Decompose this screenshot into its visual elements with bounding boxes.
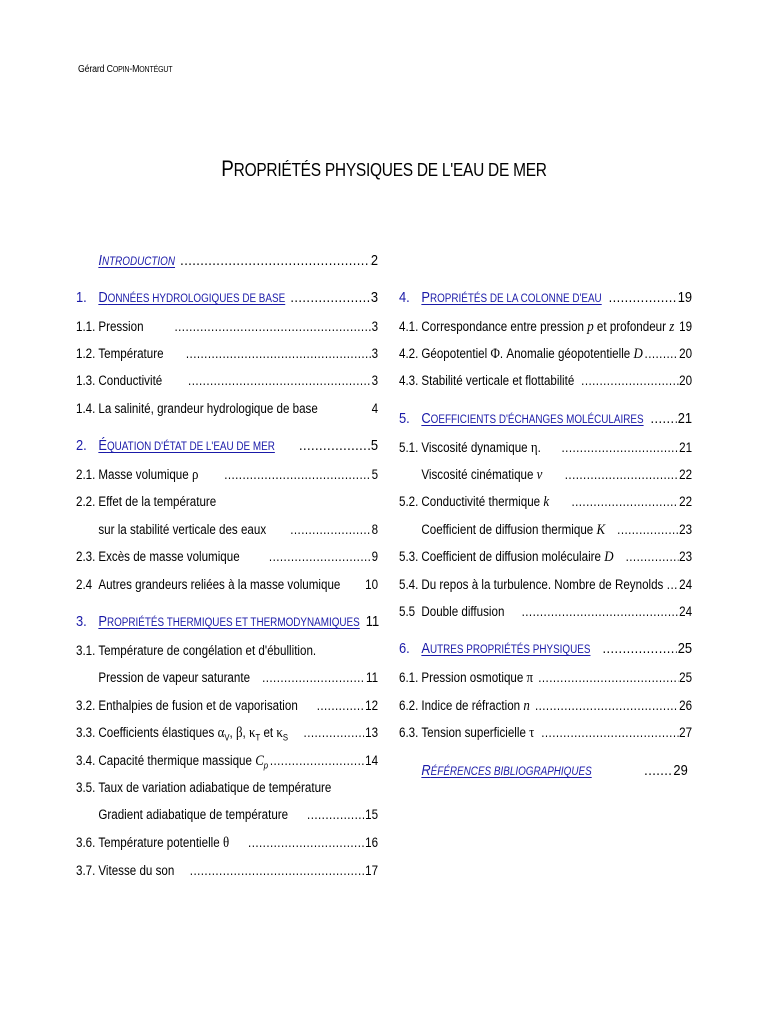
entry-title[interactable]: Géopotentiel Φ. Anomalie géopotentielle D: [421, 346, 643, 362]
entry-number: 1.1.: [76, 319, 96, 334]
page-number: 14: [365, 753, 379, 768]
entry-title[interactable]: Enthalpies de fusion et de vaporisation: [98, 698, 298, 713]
dot-leader: [270, 750, 364, 772]
entry-title[interactable]: Correspondance entre pression p et profondeur z: [421, 319, 675, 335]
title-initial: P: [221, 156, 234, 181]
entry-title[interactable]: Autres grandeurs reliées à la masse volumique: [98, 577, 341, 592]
entry-title[interactable]: Indice de réfraction n: [421, 698, 530, 714]
entry-number: 6.3.: [399, 725, 419, 740]
author-name: [78, 64, 172, 75]
entry-title[interactable]: Coefficient de diffusion moléculaire D: [421, 549, 614, 565]
toc-entry-4-1[interactable]: [399, 316, 692, 338]
title-rest: ROPRIÉTÉS PHYSIQUES DE L'EAU DE MER: [233, 160, 547, 180]
author-last-initial: C: [106, 64, 113, 75]
entry-title[interactable]: Double diffusion: [421, 604, 505, 619]
page-number: 20: [679, 373, 693, 388]
page-number: 5: [370, 437, 379, 454]
entry-number: 4.2.: [399, 346, 419, 361]
page-number: 8: [371, 522, 379, 537]
toc-section-6[interactable]: [399, 638, 692, 660]
entry-title[interactable]: Capacité thermique massique $C_p$: [98, 753, 269, 771]
page-number: 24: [679, 577, 693, 592]
page-number: 23: [679, 549, 693, 564]
entry-number: 5.3.: [399, 549, 419, 564]
entry-number: 1.3.: [76, 373, 96, 388]
entry-number: 6.1.: [399, 670, 419, 685]
entry-title[interactable]: Masse volumique ρ: [98, 467, 199, 483]
entry-title[interactable]: Du repos à la turbulence. Nombre de Reynolds: [421, 577, 664, 592]
dot-leader: [667, 574, 678, 596]
toc-entry-1-1[interactable]: [76, 316, 378, 338]
entry-title[interactable]: Effet de la température: [98, 494, 217, 509]
toc-entry-3-1-cont[interactable]: [76, 667, 378, 689]
entry-title[interactable]: Température: [98, 346, 164, 361]
entry-number: 3.6.: [76, 835, 96, 850]
dot-leader: [174, 316, 370, 338]
dot-leader: [269, 546, 371, 568]
entry-title[interactable]: Pression: [98, 319, 144, 334]
toc-entry-6-2[interactable]: [399, 695, 692, 717]
toc-entry-4-3[interactable]: [399, 370, 692, 392]
page-title: [54, 156, 714, 182]
section-number: 3.: [76, 613, 87, 630]
toc-section-1[interactable]: [76, 287, 378, 309]
toc-entry-1-3[interactable]: [76, 370, 378, 392]
dot-leader: [317, 695, 365, 717]
section-title[interactable]: ÉQUATION D'ÉTAT DE L'EAU DE MER: [98, 437, 275, 454]
toc-entry-references-label[interactable]: RÉFÉRENCES BIBLIOGRAPHIQUES: [421, 762, 592, 779]
page-number: 11: [365, 613, 380, 630]
toc-entry-3-4[interactable]: [76, 750, 378, 772]
section-title[interactable]: COEFFICIENTS D'ÉCHANGES MOLÉCULAIRES: [421, 410, 644, 427]
entry-number: 1.4.: [76, 401, 96, 416]
entry-number: 5.2.: [399, 494, 419, 509]
dot-leader: [650, 408, 676, 430]
toc-entry-5-5[interactable]: [399, 601, 692, 623]
section-title[interactable]: AUTRES PROPRIÉTÉS PHYSIQUES: [421, 640, 591, 657]
author-last-initial-2: -M: [129, 64, 140, 75]
dot-leader: [307, 804, 364, 826]
dot-leader: [538, 667, 678, 689]
page-number: 12: [365, 698, 379, 713]
dot-leader: [645, 343, 679, 365]
page-number: 24: [679, 604, 693, 619]
entry-title[interactable]: Température de congélation et d'ébullition.: [98, 643, 317, 658]
page-number: 20: [679, 346, 693, 361]
dot-leader: [290, 519, 370, 541]
dot-leader: [262, 667, 365, 689]
section-title[interactable]: PROPRIÉTÉS DE LA COLONNE D'EAU: [421, 289, 602, 306]
page-number: 21: [677, 410, 693, 427]
section-number: 4.: [399, 289, 410, 306]
dot-leader: [522, 601, 679, 623]
dot-leader: [224, 464, 371, 486]
entry-title[interactable]: La salinité, grandeur hydrologique de base: [98, 401, 318, 416]
page-number: 26: [679, 698, 693, 713]
entry-title[interactable]: Vitesse du son: [98, 863, 175, 878]
toc-entry-5-1-cont[interactable]: [399, 464, 692, 486]
toc-entry-3-1[interactable]: [76, 640, 378, 662]
dot-leader: [565, 464, 678, 486]
entry-title[interactable]: Viscosité cinématique ν: [421, 467, 543, 483]
toc-entry-1-2[interactable]: [76, 343, 378, 365]
dot-leader: [180, 250, 370, 272]
entry-title[interactable]: Coefficients élastiques $\alpha_V$, β, $\kappa_T$ et $\kappa_S$: [98, 725, 289, 743]
entry-title[interactable]: Taux de variation adiabatique de température: [98, 780, 332, 795]
page-number: 22: [679, 467, 693, 482]
dot-leader: [290, 287, 370, 309]
toc-entry-4-2[interactable]: [399, 343, 692, 365]
toc-section-5[interactable]: [399, 408, 692, 430]
page-number: 3: [371, 319, 379, 334]
toc-entry-2-4[interactable]: [76, 574, 378, 596]
entry-number: 5.4.: [399, 577, 419, 592]
dot-leader: [535, 695, 678, 717]
toc-section-3[interactable]: [76, 611, 378, 633]
page-number: 11: [365, 670, 379, 685]
toc-entry-3-7[interactable]: [76, 860, 378, 882]
dot-leader: [188, 370, 371, 392]
page-number: 3: [371, 346, 379, 361]
dot-leader: [602, 638, 676, 660]
dot-leader: [562, 437, 679, 459]
page-number: 3: [371, 373, 379, 388]
entry-number: 3.1.: [76, 643, 96, 658]
entry-number: 4.1.: [399, 319, 419, 334]
entry-number: 5.1.: [399, 440, 419, 455]
page-number: 13: [365, 725, 379, 740]
page-number: 25: [679, 670, 693, 685]
entry-number: 1.2.: [76, 346, 96, 361]
toc-entry-2-3[interactable]: [76, 546, 378, 568]
entry-title[interactable]: Viscosité dynamique η.: [421, 440, 541, 456]
page-number: 29: [673, 762, 688, 779]
dot-leader: [644, 760, 673, 782]
entry-number: 3.4.: [76, 753, 96, 768]
toc-entry-3-3[interactable]: [76, 722, 378, 744]
page-number: 16: [365, 835, 379, 850]
section-number: 2.: [76, 437, 87, 454]
toc-section-4[interactable]: [399, 287, 692, 309]
section-number: 5.: [399, 410, 410, 427]
toc-entry-3-2[interactable]: [76, 695, 378, 717]
entry-number: 4.3.: [399, 373, 419, 388]
toc-entry-2-1[interactable]: [76, 464, 378, 486]
entry-number: 3.5.: [76, 780, 96, 795]
entry-number: 3.2.: [76, 698, 96, 713]
author-last-rest-2: ONTÉGUT: [139, 65, 173, 74]
toc-entry-2-2-cont[interactable]: [76, 519, 378, 541]
toc-entry-1-4[interactable]: [76, 398, 378, 420]
page-number: 19: [679, 319, 693, 334]
entry-title[interactable]: sur la stabilité verticale des eaux: [98, 522, 267, 537]
dot-leader: [248, 832, 364, 854]
dot-leader: [571, 491, 678, 513]
dot-leader: [617, 519, 678, 541]
toc-entry-5-1[interactable]: [399, 437, 692, 459]
toc-entry-3-5[interactable]: [76, 777, 378, 799]
entry-title[interactable]: Gradient adiabatique de température: [98, 807, 289, 822]
entry-title[interactable]: Tension superficielle τ: [421, 725, 535, 741]
entry-title[interactable]: Excès de masse volumique: [98, 549, 240, 564]
author-first-name: Gérard: [78, 64, 105, 75]
entry-number: 3.7.: [76, 863, 96, 878]
page-number: 17: [365, 863, 379, 878]
page-number: 2: [370, 252, 379, 269]
section-title[interactable]: DONNÉES HYDROLOGIQUES DE BASE: [98, 289, 286, 306]
entry-number: 3.3.: [76, 725, 96, 740]
entry-number: 2.2.: [76, 494, 96, 509]
page-number: 21: [679, 440, 693, 455]
entry-title[interactable]: Coefficient de diffusion thermique K: [421, 522, 606, 538]
toc-entry-3-5-cont[interactable]: [76, 804, 378, 826]
toc-entry-3-6[interactable]: [76, 832, 378, 854]
page-number: 9: [371, 549, 379, 564]
page-number: 5: [371, 467, 379, 482]
toc-entry-6-1[interactable]: [399, 667, 692, 689]
page-number: 19: [677, 289, 693, 306]
toc-entry-references[interactable]: [399, 760, 692, 782]
page-number: 23: [679, 522, 693, 537]
dot-leader: [581, 370, 678, 392]
section-number: 6.: [399, 640, 410, 657]
entry-number: 2.4: [76, 577, 93, 592]
section-title[interactable]: PROPRIÉTÉS THERMIQUES ET THERMODYNAMIQUES: [98, 613, 360, 630]
entry-title[interactable]: Température potentielle θ: [98, 835, 230, 851]
entry-title[interactable]: Conductivité thermique k: [421, 494, 550, 510]
page-number: 22: [679, 494, 693, 509]
page-number: 15: [365, 807, 379, 822]
page-number: 3: [370, 289, 379, 306]
page-number: 4: [371, 401, 379, 416]
dot-leader: [304, 722, 365, 744]
entry-title[interactable]: Pression osmotique π: [421, 670, 534, 686]
entry-title[interactable]: Stabilité verticale et flottabilité: [421, 373, 575, 388]
dot-leader: [541, 722, 678, 744]
entry-title[interactable]: Conductivité: [98, 373, 163, 388]
toc-entry-5-3[interactable]: [399, 546, 692, 568]
toc-entry-5-2-cont[interactable]: [399, 519, 692, 541]
entry-number: 6.2.: [399, 698, 419, 713]
toc-entry-2-2[interactable]: [76, 491, 378, 513]
dot-leader: [299, 435, 370, 457]
toc-section-2[interactable]: [76, 435, 378, 457]
page-number: 25: [677, 640, 693, 657]
toc-entry-6-3[interactable]: [399, 722, 692, 744]
toc-entry-introduction-label[interactable]: INTRODUCTION: [98, 252, 176, 269]
toc-entry-introduction[interactable]: [76, 250, 378, 272]
dot-leader: [626, 546, 679, 568]
entry-number: 2.1.: [76, 467, 96, 482]
entry-number: 5.5: [399, 604, 416, 619]
toc-entry-5-2[interactable]: [399, 491, 692, 513]
dot-leader: [186, 343, 371, 365]
page-number: 10: [365, 577, 379, 592]
author-last-rest: OPIN: [112, 65, 130, 74]
toc-entry-5-4[interactable]: [399, 574, 692, 596]
entry-title[interactable]: Pression de vapeur saturante: [98, 670, 251, 685]
section-number: 1.: [76, 289, 87, 306]
page-number: 27: [679, 725, 693, 740]
dot-leader: [190, 860, 364, 882]
entry-number: 2.3.: [76, 549, 96, 564]
dot-leader: [609, 287, 677, 309]
